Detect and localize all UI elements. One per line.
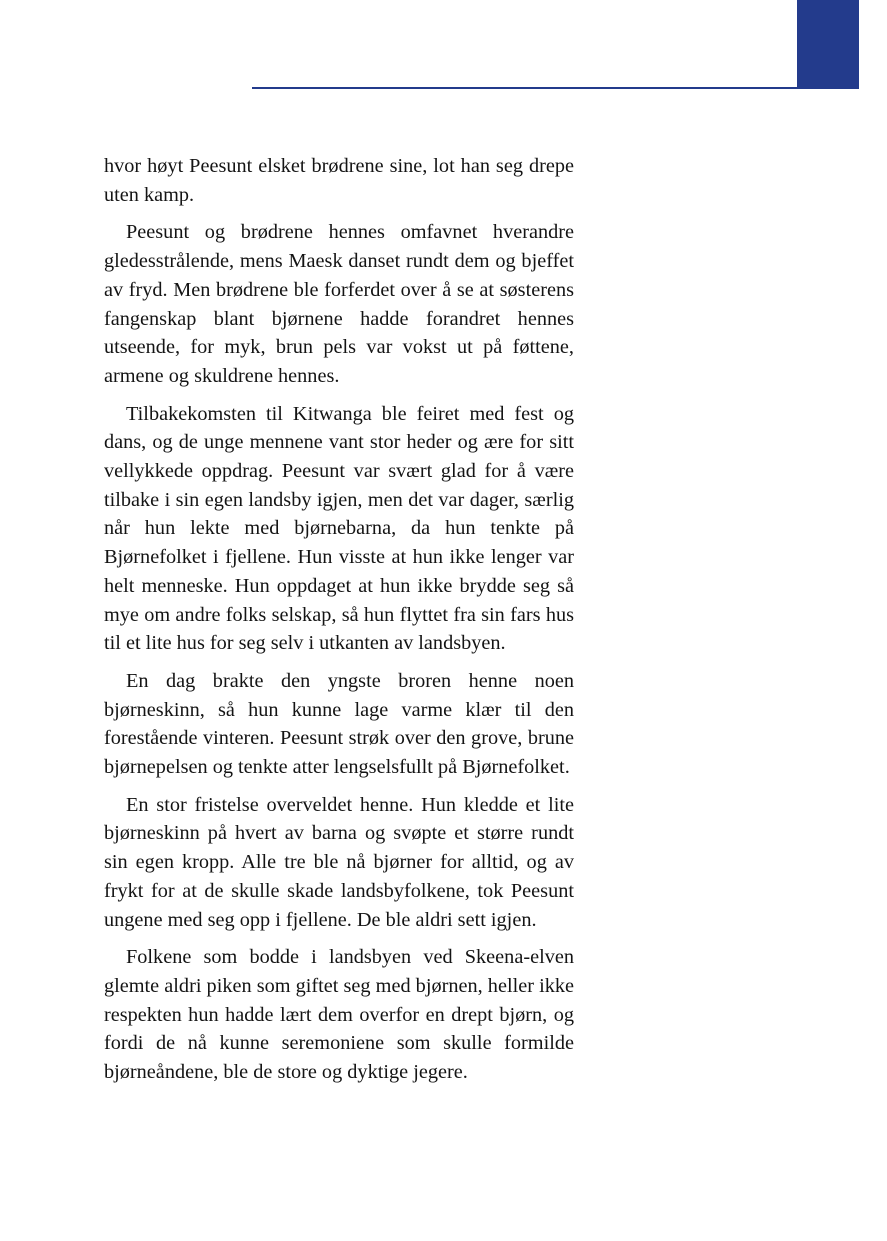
paragraph: Tilbakekomsten til Kitwanga ble feiret med fest og dans, og de unge mennene vant stor heder og ære for sitt vellykkede oppdrag. Peesunt var svært glad for å være tilbake i sin egen landsby igjen, men det var dager, særlig når hun lekte med bjørnebarna, da hun tenkte på Bjørnefolket i fjellene. Hun visste at hun ikke lenger var helt menneske. Hun oppdaget at hun ikke brydde seg så mye om andre folks selskap, så hun flyttet fra sin fars hus til et lite hus for seg selv i utkanten av landsbyen. [104,402,574,655]
paragraph: Peesunt og brødrene hennes omfavnet hverandre gledesstrålende, mens Maesk danset rundt dem og bjeffet av fryd. Men brødrene ble forferdet over å se at søsterens fangenskap blant bjørnene hadde forandret hennes utseende, for myk, brun pels var vokst ut på føttene, armene og skuldrene hennes. [104,221,574,387]
paragraph-continuation: hvor høyt Peesunt elsket brødrene sine, lot han seg drepe uten kamp. [104,155,574,206]
paragraph: Folkene som bodde i landsbyen ved Skeena-elven glemte aldri piken som giftet seg med bjørnen, heller ikke respekten hun hadde lært dem overfor en drept bjørn, og fordi de nå kunne seremoniene som skulle formilde bjørneåndene, ble de store og dyktige jegere. [104,946,574,1084]
paragraph: En stor fristelse overveldet henne. Hun kledde et lite bjørneskinn på hvert av barna og svøpte et større rundt sin egen kropp. Alle tre ble nå bjørner for alltid, og av frykt for at de skulle skade landsbyfolkene, tok Peesunt ungene med seg opp i fjellene. De ble aldri sett igjen. [104,793,574,931]
paragraph: En dag brakte den yngste broren henne noen bjørneskinn, så hun kunne lage varme klær til den forestående vinteren. Peesunt strøk over den grove, brune bjørnepelsen og tenkte atter lengselsfullt på Bjørnefolket. [104,669,574,779]
header-rule [252,87,859,89]
body-text [104,152,574,1096]
page-corner-tab [797,0,859,89]
